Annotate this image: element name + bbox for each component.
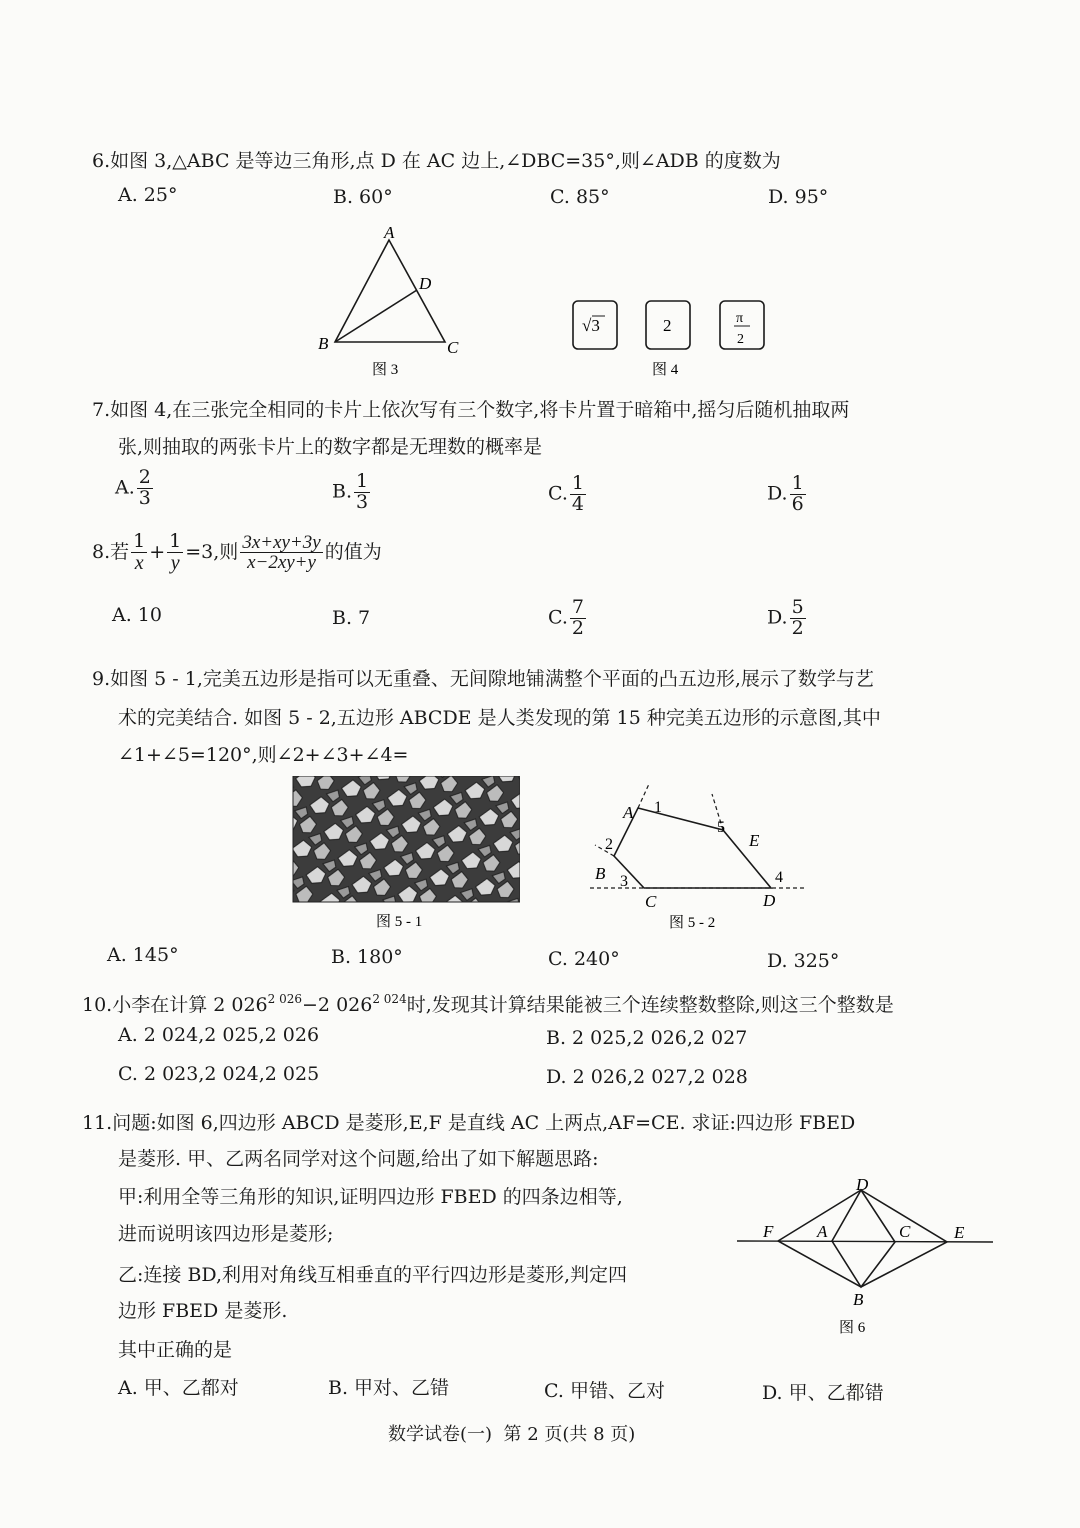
fig6-label-f: F <box>763 1222 774 1241</box>
fig4-caption: 图 4 <box>652 362 679 378</box>
fig3-caption: 图 3 <box>372 362 399 378</box>
fig52-angle-3: 3 <box>620 873 628 890</box>
q10-option-c: C. 2 023,2 024,2 025 <box>118 1063 320 1085</box>
q11-line3: 甲:利用全等三角形的知识,证明四边形 FBED 的四条边相等, <box>118 1186 623 1208</box>
fig52-caption: 图 5 - 2 <box>669 915 716 931</box>
q11-line5: 乙:连接 BD,利用对角线互相垂直的平行四边形是菱形,判定四 <box>118 1264 628 1286</box>
card-pi-den: 2 <box>737 332 744 347</box>
q7-option-a: A. $\frac{2}{3}$ <box>115 466 151 509</box>
fig6-caption: 图 6 <box>839 1320 866 1336</box>
q7-option-c: C. $\frac{1}{4}$ <box>548 472 584 515</box>
fig3-label-b: B <box>318 334 329 353</box>
fig52-label-e: E <box>749 831 760 850</box>
q6-stem: 6.如图 3,△ABC 是等边三角形,点 D 在 AC 边上,∠DBC=35°,则∠ADB 的度数为 <box>92 150 781 172</box>
q10-option-b: B. 2 025,2 026,2 027 <box>546 1027 748 1049</box>
fig52-angle-5: 5 <box>717 819 725 836</box>
q7-line2: 张,则抽取的两张卡片上的数字都是无理数的概率是 <box>118 436 543 458</box>
q9-line3: ∠1+∠5=120°,则∠2+∠3+∠4= <box>118 744 409 766</box>
q11-line7: 其中正确的是 <box>118 1339 233 1361</box>
q10-option-a: A. 2 024,2 025,2 026 <box>118 1024 320 1046</box>
q11-line4: 进而说明该四边形是菱形; <box>118 1223 334 1245</box>
fig6-label-d: D <box>856 1175 869 1194</box>
q11-option-a: A. 甲、乙都对 <box>118 1377 239 1399</box>
figure-6 <box>735 1172 997 1342</box>
q8-option-d: D. $\frac{5}{2}$ <box>767 596 804 639</box>
figure-3 <box>300 222 480 382</box>
q8-option-a: A. 10 <box>112 604 162 626</box>
fig51-caption: 图 5 - 1 <box>376 914 423 930</box>
q7-line1: 7.如图 4,在三张完全相同的卡片上依次写有三个数字,将卡片置于暗箱中,摇匀后随机抽取两 <box>92 399 850 421</box>
q9-line2: 术的完美结合. 如图 5 - 2,五边形 ABCDE 是人类发现的第 15 种完美五边形的示意图,其中 <box>118 707 881 729</box>
q6-option-a: A. 25° <box>118 184 178 206</box>
fig52-label-b: B <box>595 864 606 883</box>
q9-option-c: C. 240° <box>548 948 620 970</box>
fig52-angle-4: 4 <box>775 869 783 886</box>
fig3-label-a: A <box>384 223 395 242</box>
q8-option-b: B. 7 <box>332 607 371 629</box>
q11-option-c: C. 甲错、乙对 <box>544 1380 665 1402</box>
fig52-angle-2: 2 <box>605 836 613 853</box>
fig6-label-a: A <box>817 1222 828 1241</box>
fig52-label-c: C <box>645 892 657 911</box>
fig52-angle-1: 1 <box>654 799 662 816</box>
q11-line6: 边形 FBED 是菱形. <box>118 1300 288 1322</box>
q9-option-b: B. 180° <box>331 946 403 968</box>
q6-option-b: B. 60° <box>333 186 393 208</box>
q11-line2: 是菱形. 甲、乙两名同学对这个问题,给出了如下解题思路: <box>118 1148 599 1170</box>
figure-5-2 <box>585 782 815 940</box>
fig52-label-a: A <box>623 803 634 822</box>
q11-option-d: D. 甲、乙都错 <box>762 1382 884 1404</box>
figure-4 <box>560 292 780 384</box>
q9-option-a: A. 145° <box>107 944 179 966</box>
fig6-label-b: B <box>853 1290 864 1309</box>
fig6-label-c: C <box>899 1222 911 1241</box>
fig52-label-d: D <box>763 891 776 910</box>
fig3-label-c: C <box>447 338 459 357</box>
q9-option-d: D. 325° <box>767 950 840 972</box>
q6-option-c: C. 85° <box>550 186 610 208</box>
q7-option-b: B. $\frac{1}{3}$ <box>332 470 369 513</box>
q11-option-b: B. 甲对、乙错 <box>328 1377 450 1399</box>
fig3-label-d: D <box>419 274 432 293</box>
q7-option-d: D. $\frac{1}{6}$ <box>767 472 804 515</box>
q8-option-c: C. $\frac{7}{2}$ <box>548 596 584 639</box>
q6-option-d: D. 95° <box>768 186 829 208</box>
q9-line1: 9.如图 5 - 1,完美五边形是指可以无重叠、无间隙地铺满整个平面的凸五边形,展示了数学与艺 <box>92 668 874 690</box>
card-two: 2 <box>663 316 672 335</box>
figure-5-1 <box>292 776 520 931</box>
page-footer: 数学试卷(一) 第 2 页(共 8 页) <box>388 1424 636 1445</box>
q10-stem: 10.小李在计算 2 $026^{2 026}-2$ $026^{2 024}$时,发现其计算结果能被三个连续整数整除,则这三个整数是 <box>82 992 894 1016</box>
q8-stem: 8.若 $\frac{1}{x}$ + $\frac{1}{y}$ =3,则 $\frac{3x+xy+3y}{x-2xy+y}$ 的值为 <box>92 530 382 574</box>
q11-line1: 11.问题:如图 6,四边形 ABCD 是菱形,E,F 是直线 AC 上两点,AF=CE. 求证:四边形 FBED <box>82 1112 856 1134</box>
card-pi: π <box>736 311 744 326</box>
q10-option-d: D. 2 026,2 027,2 028 <box>546 1066 748 1088</box>
card-sqrt3: √3 <box>582 316 600 335</box>
fig6-label-e: E <box>954 1223 965 1242</box>
